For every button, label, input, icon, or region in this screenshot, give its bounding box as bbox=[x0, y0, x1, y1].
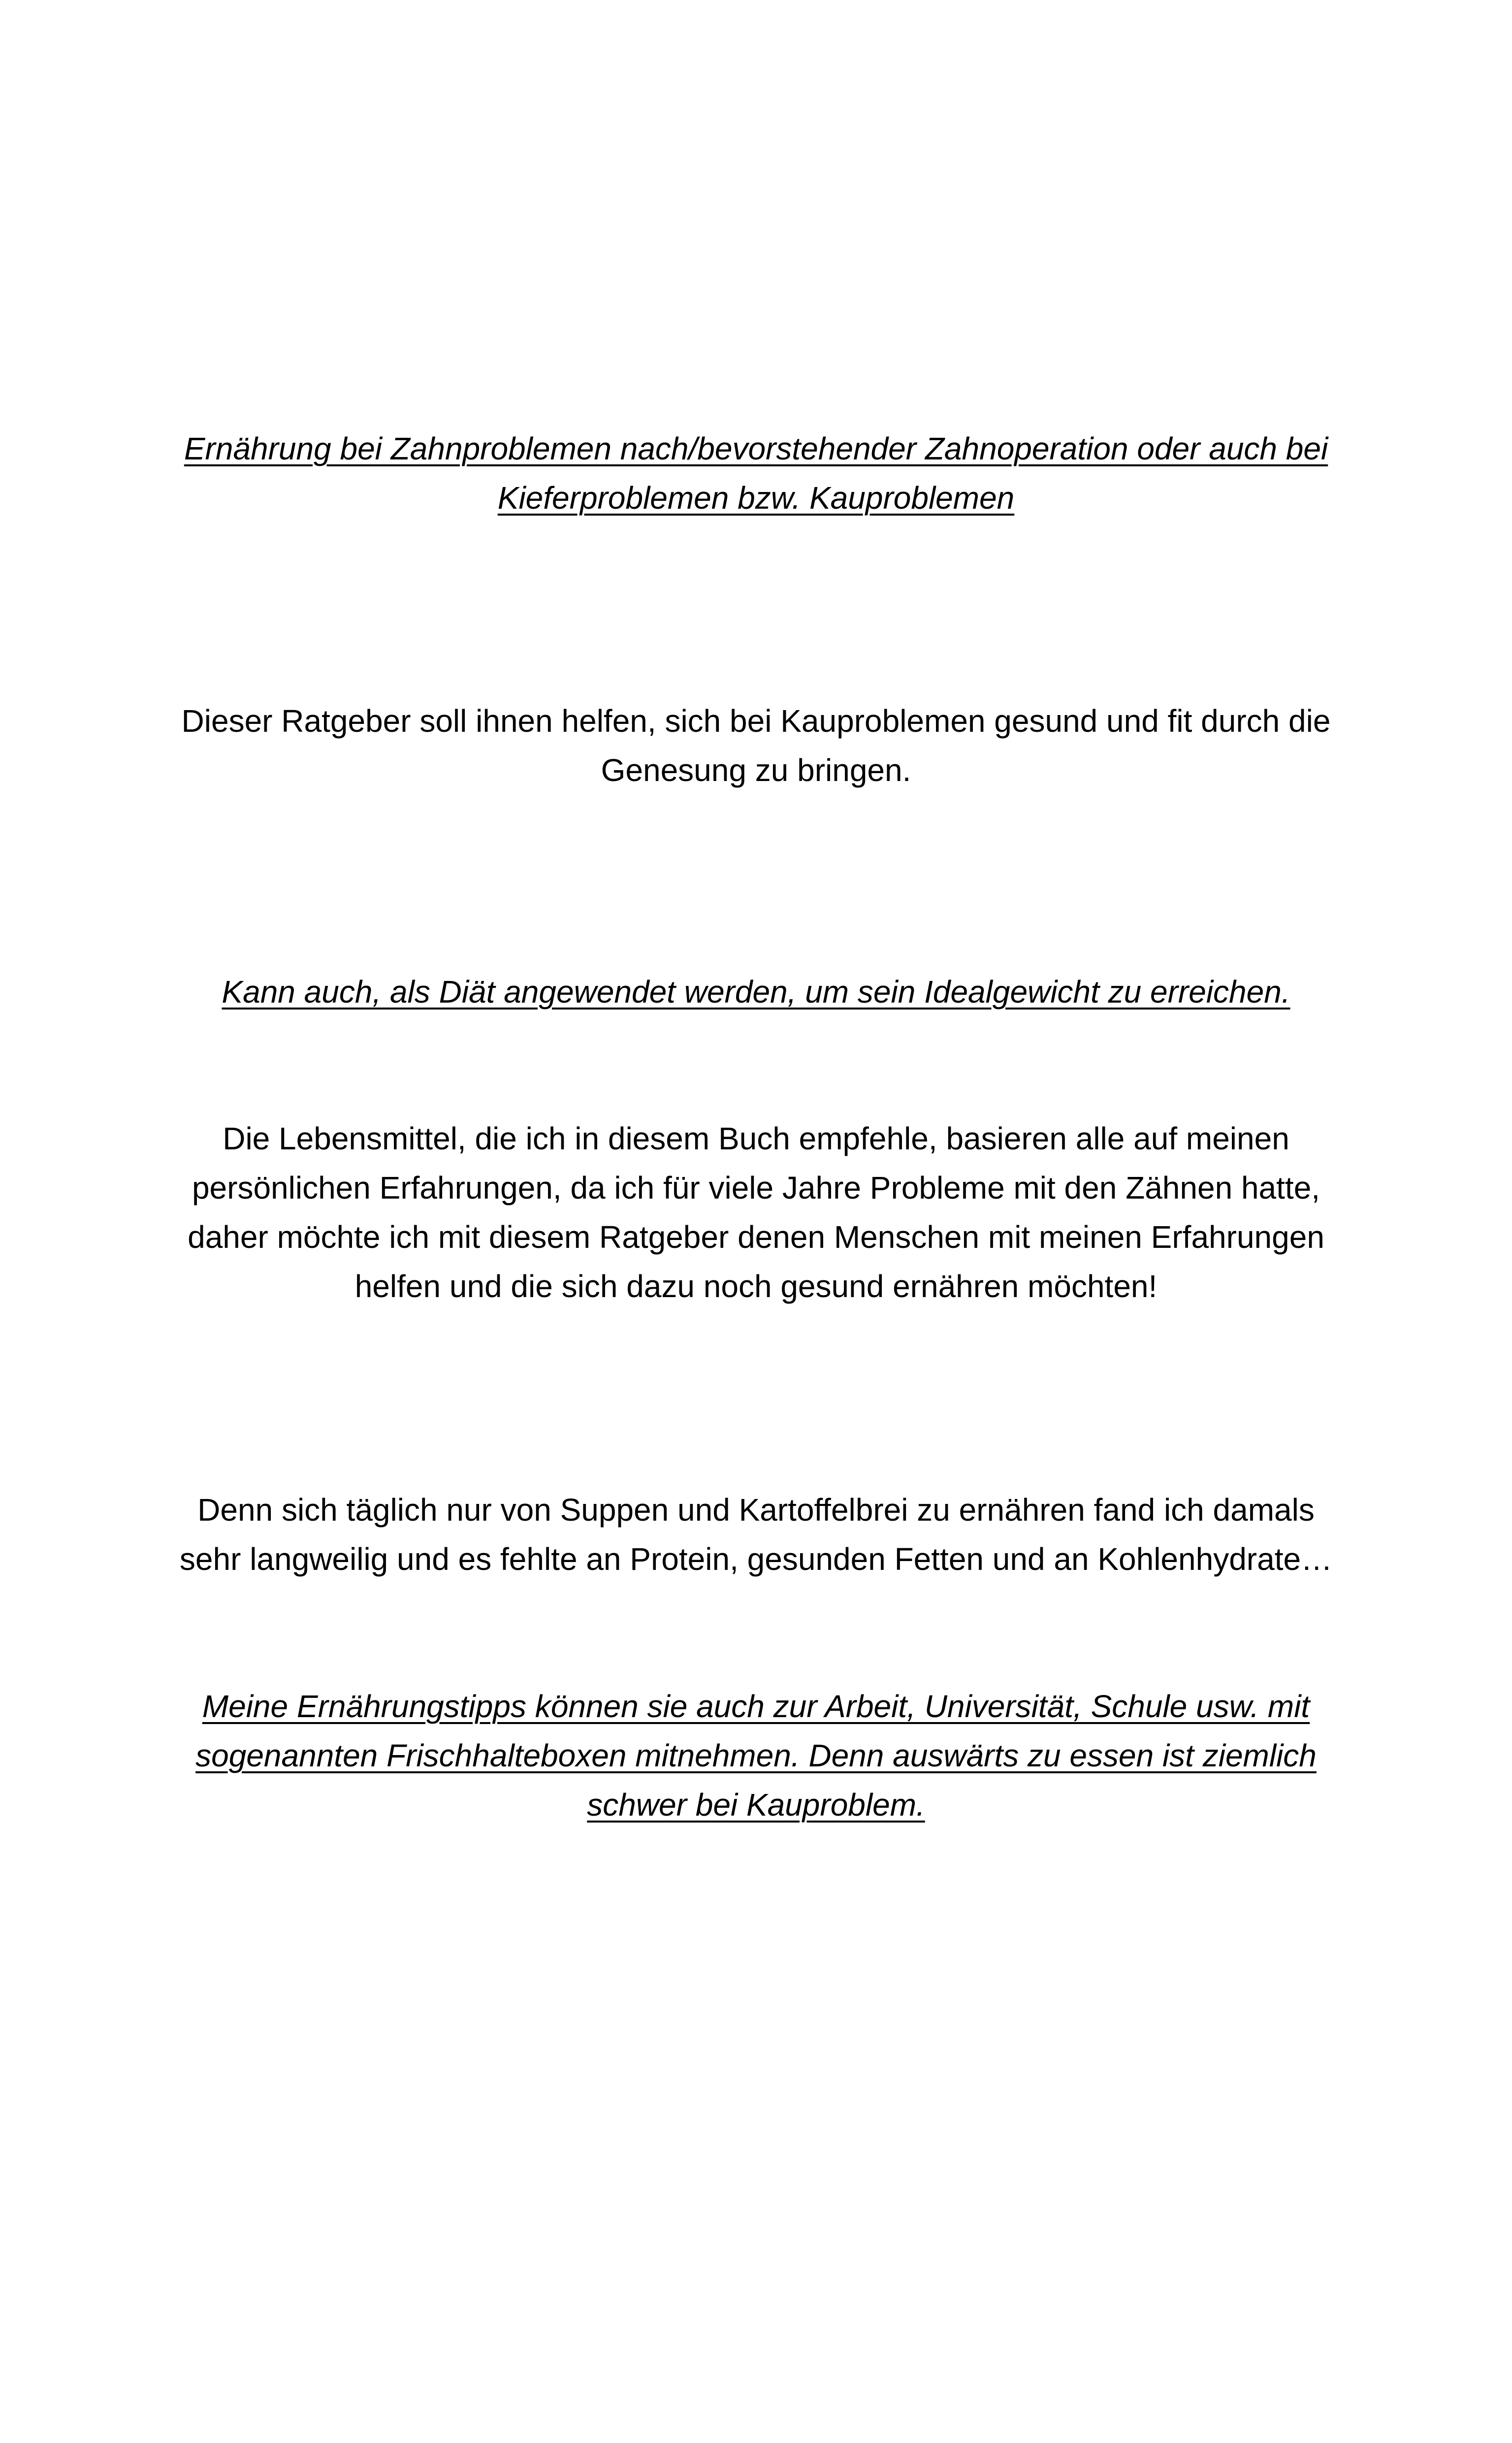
experience-paragraph: Die Lebensmittel, die ich in diesem Buch empfehle, basieren alle auf meinen persönlichen Erfahrungen, da ich für viele Jahre Probleme mit den Zähnen hatte, daher möchte ich mit diesem Ratgeber denen Menschen mit meinen Erfahrungen helfen und die sich dazu noch gesund ernähren möchten! bbox=[188, 1121, 1324, 1304]
document-title: Ernährung bei Zahnproblemen nach/bevorstehender Zahnoperation oder auch bei Kieferproblemen bzw. Kauproblemen bbox=[184, 431, 1328, 516]
intro-paragraph: Dieser Ratgeber soll ihnen helfen, sich bei Kauproblemen gesund und fit durch die Genesung zu bringen. bbox=[181, 703, 1331, 788]
reason-paragraph: Denn sich täglich nur von Suppen und Kartoffelbrei zu ernähren fand ich damals sehr langweilig und es fehlte an Protein, gesunden Fetten und an Kohlenhydrate… bbox=[179, 1492, 1333, 1577]
tips-paragraph: Meine Ernährungstipps können sie auch zur Arbeit, Universität, Schule usw. mit sogenannten Frischhalteboxen mitnehmen. Denn auswärts zu essen ist ziemlich schwer bei Kauproblem. bbox=[195, 1689, 1317, 1823]
diet-note: Kann auch, als Diät angewendet werden, um sein Idealgewicht zu erreichen. bbox=[222, 974, 1290, 1010]
